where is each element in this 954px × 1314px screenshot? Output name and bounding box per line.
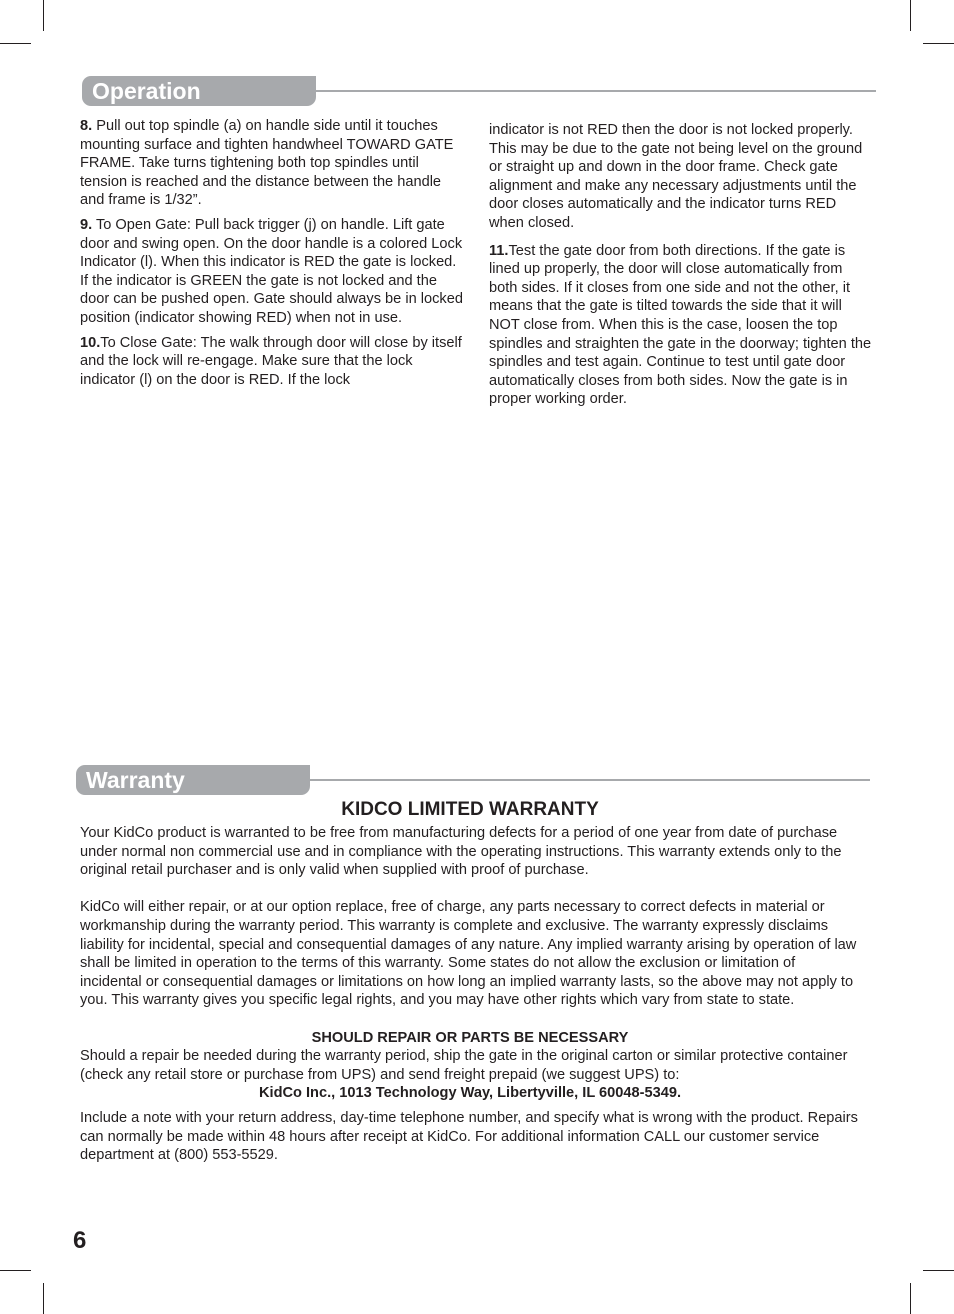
section-divider — [316, 90, 876, 92]
page-number: 6 — [73, 1227, 87, 1254]
repair-heading: SHOULD REPAIR OR PARTS BE NECESSARY — [311, 1029, 629, 1046]
warranty-body — [80, 796, 860, 1165]
crop-mark — [43, 0, 44, 31]
crop-mark — [0, 43, 31, 44]
repair-text: Should a repair be needed during the warranty period, ship the gate in the original carton or similar protective container (check any retail store or purchase from UPS) and send freight prepaid (we suggest UPS) to: — [80, 1048, 848, 1083]
step-number: 10. — [80, 334, 101, 351]
warranty-paragraph-2: KidCo will either repair, or at our option replace, free of charge, any parts necessary to correct defects in material or workmanship during the warranty period. This warranty is complete and exclusive. The warranty expressly disclaims liability for incidental, special and consequential damages of any nature. Any implied warranty arising by operation of law shall be limited in operation to the terms of this warranty. Some states do not allow the exclusion or limitation of incidental or consequential damages or limitations on how long an implied warranty lasts, so the above may not apply to you. This warranty gives you specific legal rights, and you may have other rights which vary from state to state. — [80, 899, 857, 1009]
step-text: Pull out top spindle (a) on handle side until it touches mounting surface and tighten handwheel TOWARD GATE FRAME. Take turns tightening both top spindles until tension is reached and the distance between the handle and frame is 1/32”. — [80, 118, 454, 209]
operation-section-header — [82, 76, 876, 106]
step-text: To Close Gate: The walk through door will close by itself and the lock will re-engage. Make sure that the lock indicator (l) on the door is RED. If the lock — [80, 334, 462, 388]
crop-mark — [923, 1270, 954, 1271]
warranty-paragraph-1: Your KidCo product is warranted to be free from manufacturing defects for a period of one year from date of purchase under normal non commercial use and in compliance with the operating instructions. This warranty extends only to the original retail purchaser and is only valid when supplied with proof of purchase. — [80, 825, 842, 879]
warranty-section-header — [76, 765, 870, 795]
crop-mark — [910, 1283, 911, 1314]
crop-mark — [43, 1283, 44, 1314]
operation-heading: Operation — [82, 76, 316, 106]
step-number: 9. — [80, 216, 93, 233]
step-text: indicator is not RED then the door is not locked properly. This may be due to the gate not being level on the ground or straight up and down in the door frame. Check gate alignment and make any necessary adjustments until the door closes automatically and the indicator turns RED when closed. — [489, 122, 863, 231]
step-number: 11. — [489, 242, 509, 259]
return-address: KidCo Inc., 1013 Technology Way, Libertyville, IL 60048-5349. — [258, 1085, 682, 1102]
crop-mark — [923, 43, 954, 44]
warranty-paragraph-3: Include a note with your return address, day-time telephone number, and specify what is wrong with the product. Repairs can normally be made within 48 hours after receipt at KidCo. For additional information CALL our customer service department at (800) 553-5529. — [80, 1109, 858, 1164]
step-number: 8. — [80, 118, 93, 134]
operation-right-column — [489, 121, 873, 415]
step-11 — [489, 242, 873, 409]
step-text: To Open Gate: Pull back trigger (j) on handle. Lift gate door and swing open. On the door handle is a colored Lock Indicator (l). When this indicator is RED the gate is locked. If the indicator is GREEN the gate is not locked and the door can be pushed open. Gate should always be in locked position (indicator showing RED) when not in use. — [80, 216, 463, 326]
step-10 — [80, 334, 464, 390]
step-9 — [80, 216, 464, 328]
step-text: Test the gate door from both directions. If the gate is lined up properly, the door will close automatically from both sides. If it closes from one side and not the other, it means that the gate is tilted towards the side that it will NOT close from. When this is the case, loosen the top spindles and straighten the gate in the doorway; tighten the spindles and test again. Continue to test until gate door automatically closes from both sides. Now the gate is in proper working order. — [489, 242, 872, 408]
operation-left-column — [80, 117, 464, 395]
crop-mark — [910, 0, 911, 31]
step-8 — [80, 117, 464, 210]
crop-mark — [0, 1270, 31, 1271]
warranty-title: KIDCO LIMITED WARRANTY — [341, 799, 599, 820]
step-10-continued — [489, 121, 873, 233]
warranty-heading: Warranty — [76, 765, 310, 795]
section-divider — [310, 779, 870, 781]
